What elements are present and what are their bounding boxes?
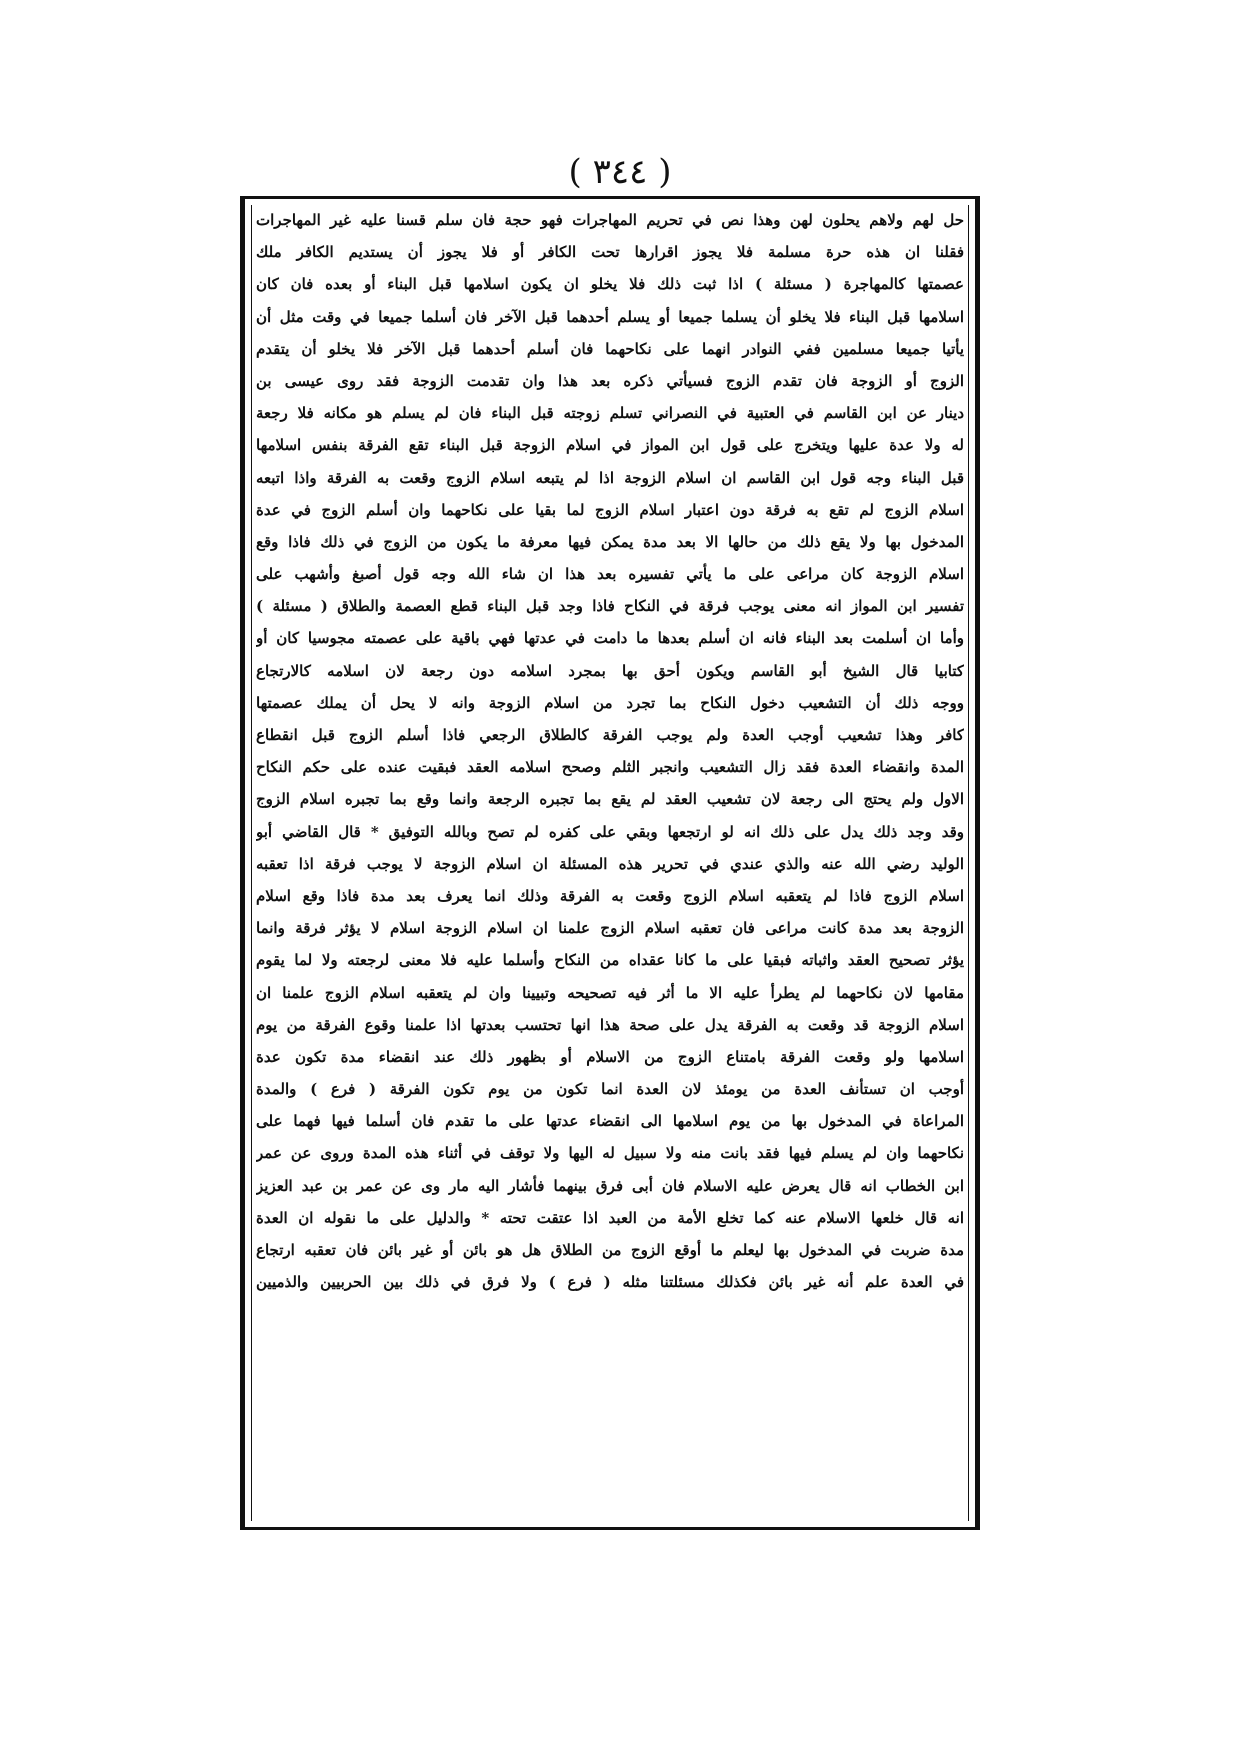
text-line: المدة وانقضاء العدة فقد زال التشعيب وانجبر الثلم وصحح اسلامه العقد فبقيت عنده على حكم النكاح [256,758,964,777]
text-line: دينار عن ابن القاسم في العتبية في النصراني تسلم زوجته قبل البناء فان لم يسلم هو مكانه فلا رجعة [256,404,964,423]
page-number: ( ٣٤٤ ) [568,152,672,192]
text-line: كافر وهذا تشعيب أوجب العدة ولم يوجب الفرقة كالطلاق الرجعي فاذا أسلم الزوج قبل انقطاع [256,726,964,744]
text-line: الزوجة بعد مدة كانت مراعى فان تعقبه اسلام الزوج علمنا ان اسلام الزوجة اسلام لا يؤثر فرقة وانما [256,919,964,938]
text-line: وأما ان أسلمت بعد البناء فانه ان أسلم بعدها ما دامت في عدتها فهي باقية على عصمته مجوسيا كان أو [256,629,964,648]
text-line: انه قال خلعها الاسلام عنه كما تخلع الأمة من العبد اذا عتقت تحته * والدليل على ما نقوله ان العدة [256,1208,964,1227]
text-line: حل لهم ولاهم يحلون لهن وهذا نص في تحريم المهاجرات فهو حجة فان سلم قسنا عليه غير المهاجرات [256,211,964,229]
text-line: كتابيا قال الشيخ أبو القاسم ويكون أحق بها بمجرد اسلامه دون رجعة لان اسلامه كالارتجاع [256,661,964,680]
text-line: اسلام الزوج فاذا لم يتعقبه اسلام الزوج وقعت به الفرقة وذلك انما يعرف بعد مدة فاذا وقع اسلام [256,886,964,905]
text-line: وقد وجد ذلك يدل على ذلك انه لو ارتجعها وبقي على كفره لم تصح وبالله التوفيق * قال القاضي أبو [256,822,964,841]
text-line: المدخول بها ولا يقع ذلك من حالها الا بعد مدة يمكن فيها معرفة ما يكون من الزوج في ذلك فاذا وقع [256,532,964,551]
text-line: قبل البناء وجه قول ابن القاسم ان اسلام الزوجة اذا لم يتبعه اسلام الزوج وقعت به الفرقة واذا اتبعه [256,468,964,487]
text-line: مقامها لان نكاحهما لم يطرأ عليه الا ما أثر فيه تصحيحه وتبيينا وان لم يتعقبه اسلام الزوج علمنا ان [256,983,964,1002]
text-line: اسلامها ولو وقعت الفرقة بامتناع الزوج من الاسلام أو بظهور ذلك عند انقضاء مدة تكون عدة [256,1047,964,1066]
text-line: له ولا عدة عليها ويتخرج على قول ابن المواز في اسلام الزوجة قبل البناء تقع الفرقة بنفس اسلامها [256,436,964,455]
text-line: المراعاة في المدخول بها من يوم اسلامها الى انقضاء عدتها على ما تقدم فان أسلما فيها فهما على [256,1112,964,1131]
text-line: أوجب ان تستأنف العدة من يومئذ لان العدة انما تكون من يوم تكون الفرقة ( فرع ) والمدة [256,1080,964,1099]
text-line: الاول ولم يحتج الى رجعة لان تشعيب العقد لم يقع بما تجبره الرجعة وانما وقع بما تجبره اسلام الزوج [256,790,964,809]
main-text-block [256,204,964,1526]
text-line: ابن الخطاب انه قال يعرض عليه الاسلام فان أبى فرق بينهما فأشار اليه مار وى عن عمر بن عبد العزيز [256,1176,964,1195]
text-line: في العدة علم أنه غير بائن فكذلك مسئلتنا مثله ( فرع ) ولا فرق في ذلك بين الحربيين والذميين [256,1273,964,1292]
text-line: ووجه ذلك أن التشعيب دخول النكاح بما تجرد من اسلام الزوجة وانه لا يحل أن يملك عصمتها [256,693,964,712]
text-line: تفسير ابن المواز انه معنى يوجب فرقة في النكاح فاذا وجد قبل البناء قطع العصمة والطلاق ( مسئلة ) [256,597,964,616]
text-line: اسلام الزوج لم تقع به فرقة دون اعتبار اسلام الزوج لما بقيا على نكاحهما وان أسلم الزوج في عدة [256,500,964,519]
text-line: يؤثر تصحيح العقد واثباته فبقيا على ما كانا عقداه من النكاح وأسلما عليه فلا معنى لرجعته ولا لما يقوم [256,951,964,970]
text-line: فقلنا ان هذه حرة مسلمة فلا يجوز اقرارها تحت الكافر أو فلا يجوز أن يستديم الكافر ملك [256,243,964,262]
text-line: اسلام الزوجة قد وقعت به الفرقة يدل على صحة هذا انها تحتسب بعدتها اذا علمنا وقوع الفرقة من يوم [256,1015,964,1034]
text-line: اسلامها قبل البناء فلا يخلو أن يسلما جميعا أو يسلم أحدهما قبل الآخر فان أسلما جميعا في وقت مثل أن [256,307,964,326]
text-line: اسلام الزوجة كان مراعى على ما يأتي تفسيره بعد هذا ان شاء الله وجه قول أصبغ وأشهب على [256,565,964,584]
text-line: نكاحهما وان لم يسلم فيها فقد بانت منه ولا سبيل له اليها ولا توقف في أثناء هذه المدة وروى عن عمر [256,1144,964,1163]
text-line: عصمتها كالمهاجرة ( مسئلة ) اذا ثبت ذلك فلا يخلو ان يكون اسلامها قبل البناء أو بعده فان كان [256,275,964,294]
text-line: الوليد رضي الله عنه والذي عندي في تحرير هذه المسئلة ان اسلام الزوجة لا يوجب فرقة اذا تعقبه [256,854,964,873]
text-line: مدة ضربت في المدخول بها ليعلم ما أوقع الزوج من الطلاق هل هو بائن أو غير بائن فان تعقبه ارتجاع [256,1241,964,1259]
text-line: الزوج أو الزوجة فان تقدم الزوج فسيأتي ذكره بعد هذا وان تقدمت الزوجة فقد روى عيسى بن [256,371,964,390]
text-line: يأتيا جميعا مسلمين ففي النوادر انهما على نكاحهما فان أسلم أحدهما قبل الآخر فلا يخلو أن يتقدم [256,339,964,358]
